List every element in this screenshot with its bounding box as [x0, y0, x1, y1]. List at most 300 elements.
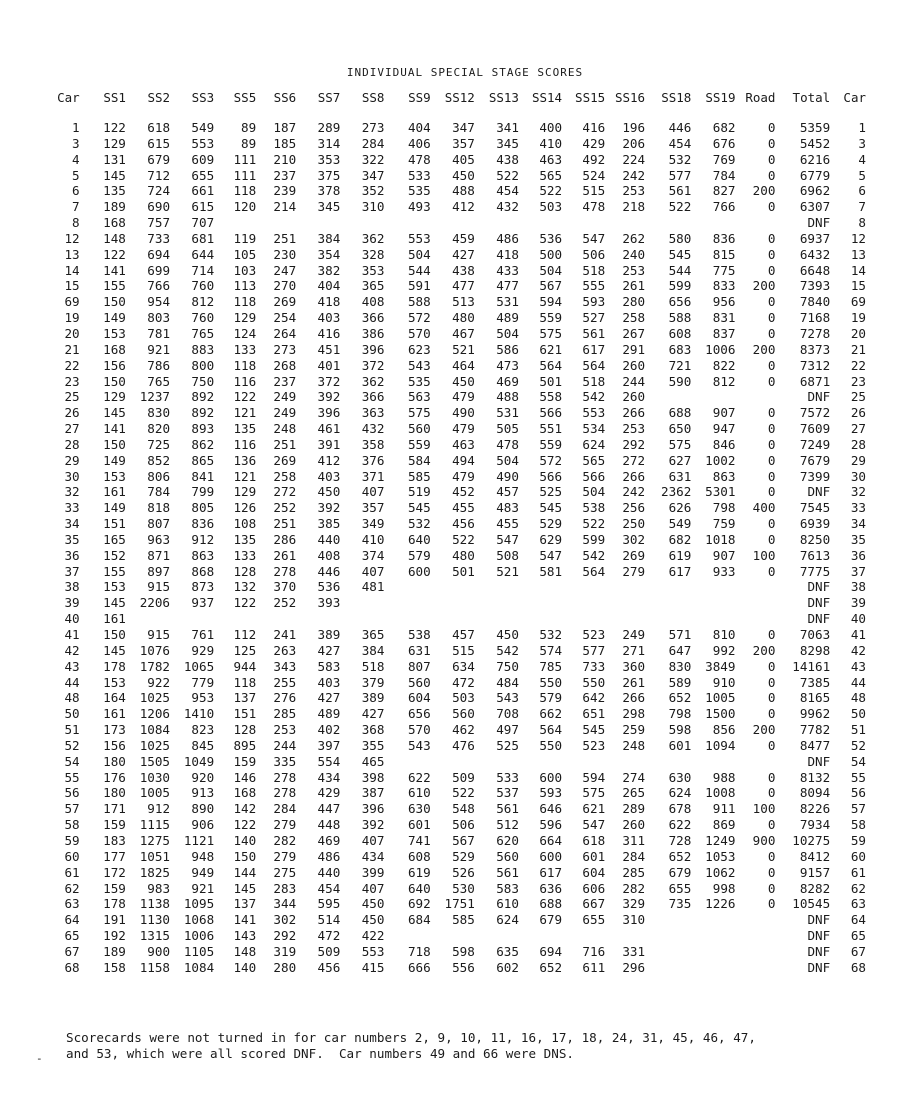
table-cell: 13 [850, 246, 866, 262]
table-cell: 688 [539, 896, 563, 912]
table-cell: 8298 [799, 642, 831, 658]
table-cell: 915 [147, 627, 171, 642]
table-cell [519, 611, 562, 627]
table-cell: 10275 [792, 832, 831, 848]
table-cell: 5359 [799, 120, 831, 135]
table-cell [475, 928, 519, 944]
table-cell: 608 [407, 848, 431, 864]
table-cell: 501 [539, 373, 563, 389]
table-cell: 575 [539, 325, 563, 341]
table-cell: 20 [850, 325, 866, 341]
table-cell: 0 [767, 120, 776, 135]
table-cell: 600 [539, 769, 563, 785]
table-cell: 407 [361, 484, 385, 500]
table-cell: 64 [850, 912, 866, 928]
table-cell: 550 [539, 737, 563, 753]
table-cell: 379 [361, 674, 385, 690]
table-cell [645, 595, 691, 611]
table-cell: 89 [241, 120, 257, 135]
table-cell: 40 [850, 611, 866, 627]
table-cell: 472 [452, 674, 475, 690]
table-cell: 150 [103, 373, 126, 389]
table-cell: 51 [850, 722, 866, 738]
table-cell: 38 [64, 579, 80, 595]
table-cell: 2362 [661, 484, 692, 500]
table-cell: 551 [539, 421, 563, 437]
table-cell: 457 [452, 627, 475, 642]
table-cell: 618 [147, 120, 171, 135]
table-cell [605, 579, 645, 595]
table-cell: 218 [622, 199, 646, 215]
table-cell: 455 [452, 500, 475, 516]
table-cell: 65 [850, 928, 866, 944]
table-cell: 494 [452, 452, 475, 468]
table-cell: 769 [712, 151, 736, 167]
table-cell: 150 [103, 294, 126, 310]
table-cell: 122 [233, 389, 257, 405]
table-cell: 522 [452, 531, 475, 547]
table-cell: 6871 [799, 373, 831, 389]
table-cell: 310 [361, 199, 385, 215]
table-cell: 0 [767, 627, 776, 642]
table-cell: 7063 [799, 627, 831, 642]
table-cell: 429 [317, 785, 341, 801]
table-cell [605, 928, 645, 944]
table-cell: 32 [64, 484, 80, 500]
table-cell: 588 [407, 294, 431, 310]
table-cell [256, 611, 296, 627]
table-cell: 248 [273, 421, 297, 437]
table-cell: 662 [539, 706, 563, 722]
table-cell: 676 [712, 135, 736, 151]
table-cell: 921 [147, 341, 171, 357]
table-cell: 200 [752, 341, 776, 357]
table-cell: 728 [668, 832, 692, 848]
table-cell [519, 595, 562, 611]
table-cell: 405 [452, 151, 475, 167]
table-cell: 823 [191, 722, 215, 738]
table-cell: 400 [539, 120, 563, 135]
table-cell: 136 [233, 452, 257, 468]
table-cell: 149 [103, 452, 126, 468]
table-cell: 0 [767, 199, 776, 215]
table-cell: 521 [452, 341, 475, 357]
table-cell: 249 [622, 627, 646, 642]
table-cell: 407 [361, 880, 385, 896]
table-cell: 852 [147, 452, 171, 468]
table-cell: 1002 [705, 452, 736, 468]
table-cell: 129 [233, 310, 257, 326]
table-cell: 252 [273, 500, 297, 516]
table-cell: 150 [103, 436, 126, 452]
table-cell: 650 [668, 421, 692, 437]
table-cell: 559 [539, 436, 563, 452]
table-cell: 252 [273, 595, 297, 611]
table-cell: 640 [407, 880, 431, 896]
table-cell: 5 [72, 167, 80, 183]
table-cell: 594 [582, 769, 606, 785]
table-cell: 432 [496, 199, 519, 215]
table-cell: 37 [64, 563, 80, 579]
table-cell: 41 [850, 627, 866, 642]
table-cell: 272 [273, 484, 297, 500]
table-cell: 275 [273, 864, 297, 880]
table-cell [735, 912, 775, 928]
table-cell: 678 [668, 801, 692, 817]
table-cell: 572 [407, 310, 431, 326]
table-cell: 469 [317, 832, 341, 848]
table-cell: 434 [317, 769, 341, 785]
table-cell: 542 [582, 389, 606, 405]
table-cell: 284 [273, 801, 297, 817]
table-cell [735, 944, 775, 960]
table-cell: 478 [496, 436, 519, 452]
table-cell: 604 [407, 690, 431, 706]
table-cell: 200 [752, 183, 776, 199]
table-cell: 608 [668, 325, 692, 341]
table-cell: 358 [361, 436, 385, 452]
table-cell: 513 [452, 294, 475, 310]
table-cell: 149 [103, 310, 126, 326]
table-cell: 760 [191, 310, 215, 326]
table-cell: 146 [233, 769, 257, 785]
table-cell: 530 [452, 880, 475, 896]
table-cell: 634 [452, 658, 475, 674]
table-row [46, 928, 866, 944]
table-row [46, 881, 866, 897]
table-cell: 33 [850, 500, 866, 516]
table-cell [645, 215, 691, 231]
table-cell: 446 [668, 120, 692, 135]
table-cell: 151 [233, 706, 257, 722]
table-cell: 615 [147, 135, 171, 151]
table-row [46, 548, 866, 564]
table-cell: 280 [273, 959, 297, 975]
table-cell: 22 [850, 357, 866, 373]
table-cell: 617 [668, 563, 692, 579]
table-cell: 1084 [183, 959, 215, 975]
table-cell: 176 [103, 769, 126, 785]
table-cell: 256 [622, 500, 646, 516]
table-cell: 521 [496, 563, 519, 579]
table-cell: 893 [191, 421, 215, 437]
table-cell: 799 [191, 484, 215, 500]
table-cell: 692 [407, 896, 431, 912]
table-cell: 386 [361, 325, 385, 341]
table-cell: 535 [407, 373, 431, 389]
table-row [46, 849, 866, 865]
table-cell [735, 754, 775, 770]
table-cell: 366 [361, 389, 385, 405]
table-cell: 666 [407, 959, 431, 975]
table-cell: 408 [317, 547, 341, 563]
table-cell: 555 [582, 278, 606, 294]
table-cell: 454 [496, 183, 519, 199]
table-cell: 617 [539, 864, 563, 880]
table-cell: 44 [64, 674, 80, 690]
table-cell: 1237 [139, 389, 171, 405]
table-cell: 65 [64, 928, 80, 944]
table-cell: 105 [233, 246, 257, 262]
footnote-line-1: Scorecards were not turned in for car numbers 2, 9, 10, 11, 16, 17, 18, 24, 31, 45, 46, 47, [66, 1030, 756, 1045]
table-cell: 631 [407, 642, 431, 658]
table-cell: 3 [858, 135, 866, 151]
table-cell [562, 928, 605, 944]
table-cell: 490 [496, 468, 519, 484]
table-cell: 111 [233, 151, 257, 167]
table-cell: 464 [452, 357, 475, 373]
table-cell: 646 [539, 801, 563, 817]
table-cell: 766 [147, 278, 171, 294]
table-cell: 560 [407, 421, 431, 437]
table-cell: 370 [273, 579, 297, 595]
table-cell: 384 [361, 642, 385, 658]
table-cell: 36 [850, 547, 866, 563]
table-cell: 261 [622, 278, 646, 294]
table-cell: 536 [539, 230, 563, 246]
table-cell: 59 [850, 832, 866, 848]
table-cell: 140 [233, 959, 257, 975]
table-cell: 153 [103, 674, 126, 690]
page-title: INDIVIDUAL SPECIAL STAGE SCORES [346, 66, 584, 79]
table-cell: 486 [496, 230, 519, 246]
column-header: SS3 [191, 90, 215, 105]
table-cell [645, 754, 691, 770]
table-cell: 622 [407, 769, 431, 785]
table-cell: 583 [496, 880, 519, 896]
table-row [46, 484, 866, 500]
table-row [46, 231, 866, 247]
table-cell: 62 [64, 880, 80, 896]
table-cell: 450 [317, 484, 341, 500]
table-cell: 214 [273, 199, 297, 215]
table-cell: 291 [622, 341, 646, 357]
table-cell: 0 [767, 468, 776, 484]
table-cell: 67 [64, 943, 80, 959]
table-cell: 1275 [139, 832, 171, 848]
table-cell: 366 [361, 310, 385, 326]
table-cell: 515 [582, 183, 606, 199]
table-cell: 6 [72, 183, 80, 199]
table-cell: 112 [233, 627, 257, 642]
table-cell: 266 [622, 405, 646, 421]
table-cell: 253 [273, 722, 297, 738]
table-cell: 255 [273, 674, 297, 690]
table-cell: 619 [668, 547, 692, 563]
column-header: SS7 [317, 90, 341, 105]
table-cell: 922 [147, 674, 171, 690]
table-cell: 907 [712, 547, 736, 563]
table-cell: 624 [496, 912, 519, 928]
table-cell: DNF [807, 215, 831, 231]
table-cell: 450 [361, 912, 385, 928]
table-cell: 69 [64, 294, 80, 310]
table-cell: 385 [317, 516, 341, 532]
table-row [46, 516, 866, 532]
table-cell: 120 [233, 199, 257, 215]
table-cell: 465 [361, 753, 385, 769]
table-cell: 354 [317, 246, 341, 262]
table-cell: 33 [64, 500, 80, 516]
table-row [46, 136, 866, 152]
table-cell: 35 [64, 531, 80, 547]
table-cell: 432 [361, 421, 385, 437]
table-cell: 733 [582, 658, 606, 674]
table-cell: 64 [64, 912, 80, 928]
table-cell: 153 [103, 468, 126, 484]
table-cell: 278 [273, 785, 297, 801]
table-cell: 477 [452, 278, 475, 294]
table-cell: 558 [539, 389, 563, 405]
table-cell: 396 [317, 405, 341, 421]
table-cell: 505 [496, 421, 519, 437]
table-cell: 6307 [799, 199, 831, 215]
table-cell: 561 [496, 801, 519, 817]
table-cell: 588 [668, 310, 692, 326]
table-cell: 69 [850, 294, 866, 310]
table-cell: 598 [452, 943, 475, 959]
table-cell: 7609 [799, 421, 831, 437]
table-body [46, 120, 866, 976]
table-cell: 22 [64, 357, 80, 373]
table-cell: 210 [273, 151, 297, 167]
table-cell: 525 [539, 484, 563, 500]
table-cell: 42 [64, 642, 80, 658]
table-cell: 1084 [139, 722, 171, 738]
table-cell: 116 [233, 373, 257, 389]
table-cell: 601 [668, 737, 692, 753]
table-cell: 1410 [183, 706, 215, 722]
table-cell: 583 [317, 658, 341, 674]
table-cell: 463 [452, 436, 475, 452]
table-cell: 286 [273, 531, 297, 547]
table-cell: 25 [850, 389, 866, 405]
table-cell: 522 [668, 199, 692, 215]
table-cell: 118 [233, 183, 257, 199]
table-cell: 56 [64, 785, 80, 801]
table-cell: 403 [317, 468, 341, 484]
table-cell: 1 [858, 120, 866, 135]
table-cell: 0 [767, 436, 776, 452]
table-cell: 543 [407, 357, 431, 373]
table-cell: 565 [582, 452, 606, 468]
table-cell [691, 944, 735, 960]
table-cell: 506 [582, 246, 606, 262]
table-cell: 165 [103, 531, 126, 547]
table-cell: 561 [582, 325, 606, 341]
table-cell: 260 [622, 817, 646, 833]
table-cell: 135 [233, 421, 257, 437]
table-cell: 656 [407, 706, 431, 722]
table-cell: 5301 [705, 484, 736, 500]
table-cell: 404 [317, 278, 341, 294]
table-cell: 8 [72, 215, 80, 231]
table-cell [519, 928, 562, 944]
table-cell: 644 [191, 246, 215, 262]
table-cell: 561 [668, 183, 692, 199]
table-cell: 868 [191, 563, 215, 579]
column-header: SS15 [575, 90, 606, 105]
scores-table [46, 90, 866, 976]
table-cell: 9962 [799, 706, 831, 722]
table-cell: 128 [233, 722, 257, 738]
table-cell: 0 [767, 262, 776, 278]
table-cell: 253 [622, 421, 646, 437]
table-cell: 609 [191, 151, 215, 167]
table-cell: 159 [103, 817, 126, 833]
table-cell [562, 595, 605, 611]
table-cell: 0 [767, 167, 776, 183]
table-cell: 118 [233, 674, 257, 690]
table-cell: 836 [712, 230, 736, 246]
table-cell: 148 [233, 943, 257, 959]
table-cell: 61 [64, 864, 80, 880]
table-cell: 806 [147, 468, 171, 484]
table-cell: 0 [767, 864, 776, 880]
table-row [46, 199, 866, 215]
table-cell: 760 [191, 278, 215, 294]
table-cell: 133 [233, 341, 257, 357]
table-cell: 55 [850, 769, 866, 785]
table-cell: 593 [582, 294, 606, 310]
table-cell: 133 [233, 547, 257, 563]
table-cell: 543 [496, 690, 519, 706]
table-cell [384, 928, 430, 944]
table-cell: 1105 [183, 943, 215, 959]
table-cell: DNF [807, 579, 831, 595]
table-cell: 1115 [139, 817, 171, 833]
table-cell: 462 [452, 722, 475, 738]
table-cell: 784 [712, 167, 736, 183]
table-cell: 129 [103, 135, 126, 151]
table-cell: 357 [361, 500, 385, 516]
table-cell: 39 [64, 595, 80, 611]
table-cell: 25 [64, 389, 80, 405]
table-cell: 679 [147, 151, 171, 167]
table-cell: 472 [317, 928, 341, 944]
table-cell: 164 [103, 690, 126, 706]
table-cell: 504 [496, 325, 519, 341]
table-cell: 0 [767, 706, 776, 722]
table-cell: 454 [317, 880, 341, 896]
table-cell: 610 [407, 785, 431, 801]
table-cell: 627 [668, 452, 692, 468]
table-cell: 647 [668, 642, 692, 658]
table-row [46, 358, 866, 374]
table-cell: 200 [752, 278, 776, 294]
table-cell: 52 [850, 737, 866, 753]
table-cell: 273 [273, 341, 297, 357]
table-cell: 0 [767, 737, 776, 753]
table-cell: 509 [317, 943, 341, 959]
table-cell: 135 [103, 183, 126, 199]
table-cell: DNF [807, 928, 831, 944]
table-cell: 684 [407, 912, 431, 928]
table-cell: 712 [147, 167, 171, 183]
table-cell: 396 [361, 801, 385, 817]
table-cell: 479 [452, 421, 475, 437]
table-cell: 283 [273, 880, 297, 896]
table-cell [691, 928, 735, 944]
table-cell: 248 [622, 737, 646, 753]
table-row [46, 896, 866, 912]
table-cell: 266 [622, 468, 646, 484]
table-cell: 269 [273, 452, 297, 468]
table-cell [431, 595, 475, 611]
table-cell: 451 [317, 341, 341, 357]
table-cell: 518 [361, 658, 385, 674]
table-cell [735, 960, 775, 976]
